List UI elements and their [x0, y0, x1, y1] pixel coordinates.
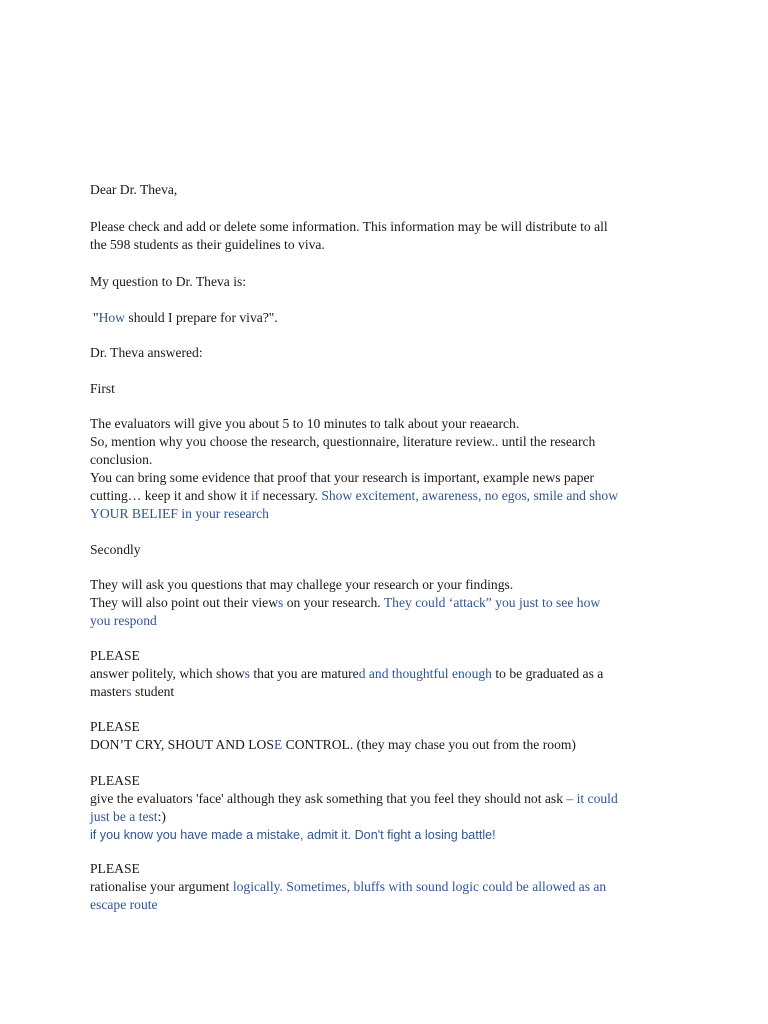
- question-how: How: [98, 310, 125, 325]
- please-3-line-1: [90, 790, 618, 808]
- question-open-quote: ": [93, 310, 99, 325]
- first-heading: First: [90, 381, 115, 396]
- please-1-heading: PLEASE: [90, 648, 140, 663]
- please-2-heading: PLEASE: [90, 719, 140, 734]
- question-rest: should I prepare for viva?".: [125, 310, 278, 325]
- answer-intro: Dr. Theva answered:: [90, 345, 203, 360]
- please-2-line-1-a: DON’T CRY, SHOUT AND LOS: [90, 737, 274, 752]
- second-line-2: [90, 594, 600, 612]
- first-line-5-b: if: [250, 488, 260, 503]
- please-1-line-2-a: master: [90, 684, 127, 699]
- please-1-line-1-d: d and thoughtful enough: [358, 666, 492, 681]
- second-line-1: They will ask you questions that may challege your research or your findings.: [90, 577, 514, 592]
- first-line-5-d: Show excitement, awareness, no egos, smile and show: [321, 488, 619, 503]
- please-1-line-1-c: that you are mature: [249, 666, 359, 681]
- please-3-line-1-b: – it could: [566, 791, 618, 806]
- first-line-5-c: necessary.: [259, 488, 322, 503]
- please-1-line-1-a: answer politely, which show: [90, 666, 245, 681]
- question-text: [93, 309, 278, 327]
- second-line-2-c: on your research.: [283, 595, 384, 610]
- please-1-line-2-c: student: [131, 684, 175, 699]
- second-heading: Secondly: [90, 542, 141, 557]
- please-3-line-2-b: :): [157, 809, 166, 824]
- please-1-line-2: [90, 683, 174, 701]
- first-line-1: The evaluators will give you about 5 to 10 minutes to talk about your reaearch.: [90, 416, 520, 431]
- please-4-line-1: [90, 878, 606, 896]
- greeting: Dear Dr. Theva,: [90, 182, 178, 197]
- please-3-line-3: if you know you have made a mistake, admit it. Don't fight a losing battle!: [90, 828, 496, 842]
- please-3-line-2: [90, 808, 166, 826]
- please-3-heading: PLEASE: [90, 773, 140, 788]
- please-3-line-1-a: give the evaluators 'face' although they ask something that you feel they should not ask: [90, 791, 567, 806]
- please-1-line-2-b: s: [126, 684, 132, 699]
- please-2-line-1: [90, 736, 576, 754]
- intro-line-1: Please check and add or delete some information. This information may be will distribute to all: [90, 219, 608, 234]
- second-line-2-d: They could ‘attack” you just to see how: [383, 595, 601, 610]
- first-line-4: You can bring some evidence that proof that your research is important, example news paper: [90, 470, 595, 485]
- second-line-2-a: They will also point out their view: [90, 595, 279, 610]
- please-1-line-1: [90, 665, 603, 683]
- intro-line-2: the 598 students as their guidelines to viva.: [90, 237, 325, 252]
- please-2-line-1-c: CONTROL. (they may chase you out from the room): [282, 737, 576, 752]
- please-4-heading: PLEASE: [90, 861, 140, 876]
- please-4-line-1-b: logically. Sometimes, bluffs with sound logic could be allowed as an: [232, 879, 607, 894]
- second-line-3: you respond: [90, 613, 157, 628]
- first-line-6: YOUR BELIEF in your research: [90, 506, 269, 521]
- first-line-3: conclusion.: [90, 452, 153, 467]
- please-4-line-2: escape route: [90, 897, 158, 912]
- second-line-2-b: s: [278, 595, 284, 610]
- please-1-line-1-b: s: [244, 666, 250, 681]
- please-2-line-1-b: E: [273, 737, 283, 752]
- first-line-2: So, mention why you choose the research, questionnaire, literature review.. until the research: [90, 434, 596, 449]
- first-line-5-a: cutting… keep it and show it: [90, 488, 251, 503]
- please-3-line-2-a: just be a test: [90, 809, 158, 824]
- please-1-line-1-e: to be graduated as a: [491, 666, 604, 681]
- first-line-5: [90, 487, 618, 505]
- question-intro: My question to Dr. Theva is:: [90, 274, 247, 289]
- please-4-line-1-a: rationalise your argument: [90, 879, 233, 894]
